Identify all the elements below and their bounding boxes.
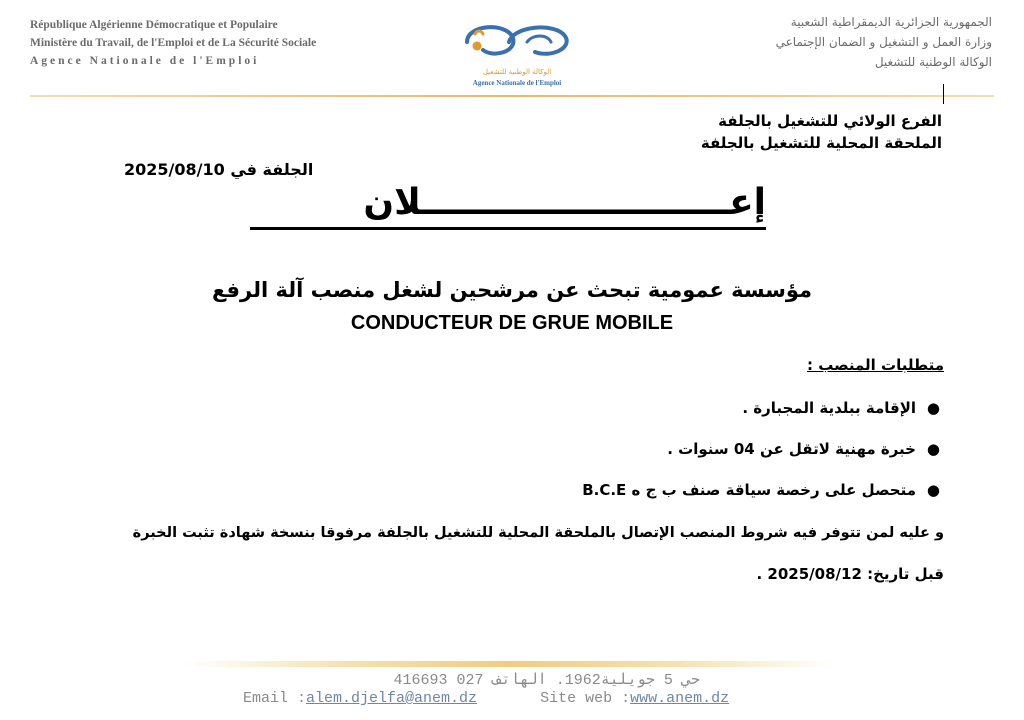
- branch-block: [701, 110, 942, 154]
- bullet-icon: ●: [926, 481, 940, 499]
- footer-email-label: Email :: [243, 690, 307, 707]
- requirements-list: [582, 398, 942, 521]
- header-fr-ministry: Ministère du Travail, de l'Emploi et de La Sécurité Sociale: [30, 37, 317, 49]
- header-ar-republic: الجمهورية الجزائرية الديمقراطية الشعبية: [790, 15, 992, 29]
- announcement-title: [250, 181, 766, 231]
- announcement-title-underline: [250, 227, 766, 230]
- footer-address: حي 5 جويلية1962. الهاتف 027 416693: [393, 672, 700, 689]
- requirement-item: [582, 439, 942, 459]
- bullet-icon: ●: [926, 399, 940, 417]
- document-date: الجلفة في 2025/08/10: [124, 160, 314, 179]
- requirement-text: الإقامة ببلدية المجبارة .: [742, 399, 916, 417]
- branch-line-local: الملحقة المحلية للتشغيل بالجلفة: [700, 134, 942, 152]
- requirement-text: متحصل على رخصة سياقة صنف ب ج ه B.C.E: [582, 481, 916, 499]
- logo-caption-french: Agence Nationale de l'Emploi: [472, 79, 562, 87]
- ad-headline: مؤسسة عمومية تبحث عن مرشحين لشغل منصب آلة الرفع: [211, 278, 813, 302]
- header-french-block: [30, 16, 316, 70]
- application-deadline: قبل تاريخ: 2025/08/12 .: [756, 565, 944, 583]
- header-arabic-block: [776, 12, 992, 72]
- application-instructions: و عليه لمن تتوفر فيه شروط المنصب الإتصال بالملحقة المحلية للتشغيل بالجلفة مرفوقا بنسخة شهادة تثبت الخبرة: [132, 525, 944, 541]
- footer-site-label: Site web :: [540, 690, 631, 707]
- header-fr-republic: République Algérienne Démocratique et Populaire: [30, 19, 278, 31]
- footer-email-link[interactable]: alem.djelfa@anem.dz: [306, 690, 478, 707]
- requirement-item: [582, 398, 942, 418]
- header-ar-ministry: وزارة العمل و التشغيل و الضمان الإجتماعي: [775, 35, 992, 49]
- bullet-icon: ●: [926, 440, 940, 458]
- footer-site-link[interactable]: www.anem.dz: [630, 690, 730, 707]
- logo-caption-arabic: الوكالة الوطنية للتشغيل: [482, 68, 552, 76]
- header-divider: [30, 95, 994, 97]
- branch-line-wilaya: الفرع الولائي للتشغيل بالجلفة: [718, 112, 942, 130]
- anem-logo: [447, 12, 587, 92]
- requirements-heading: متطلبات المنصب :: [806, 356, 944, 374]
- anem-logo-mark: [447, 12, 587, 68]
- header-tick-mark: [943, 84, 944, 104]
- ad-position-title: CONDUCTEUR DE GRUE MOBILE: [350, 312, 674, 334]
- footer-contact: [243, 690, 729, 707]
- requirement-item: [582, 480, 942, 500]
- announcement-title-text: إعـــــــــــــــــــــــــلان: [363, 182, 766, 223]
- header-fr-agency: Agence Nationale de l'Emploi: [30, 55, 260, 67]
- requirement-text: خبرة مهنية لاتقل عن 04 سنوات .: [667, 440, 916, 458]
- header-ar-agency: الوكالة الوطنية للتشغيل: [874, 55, 992, 69]
- footer-divider: [185, 661, 835, 667]
